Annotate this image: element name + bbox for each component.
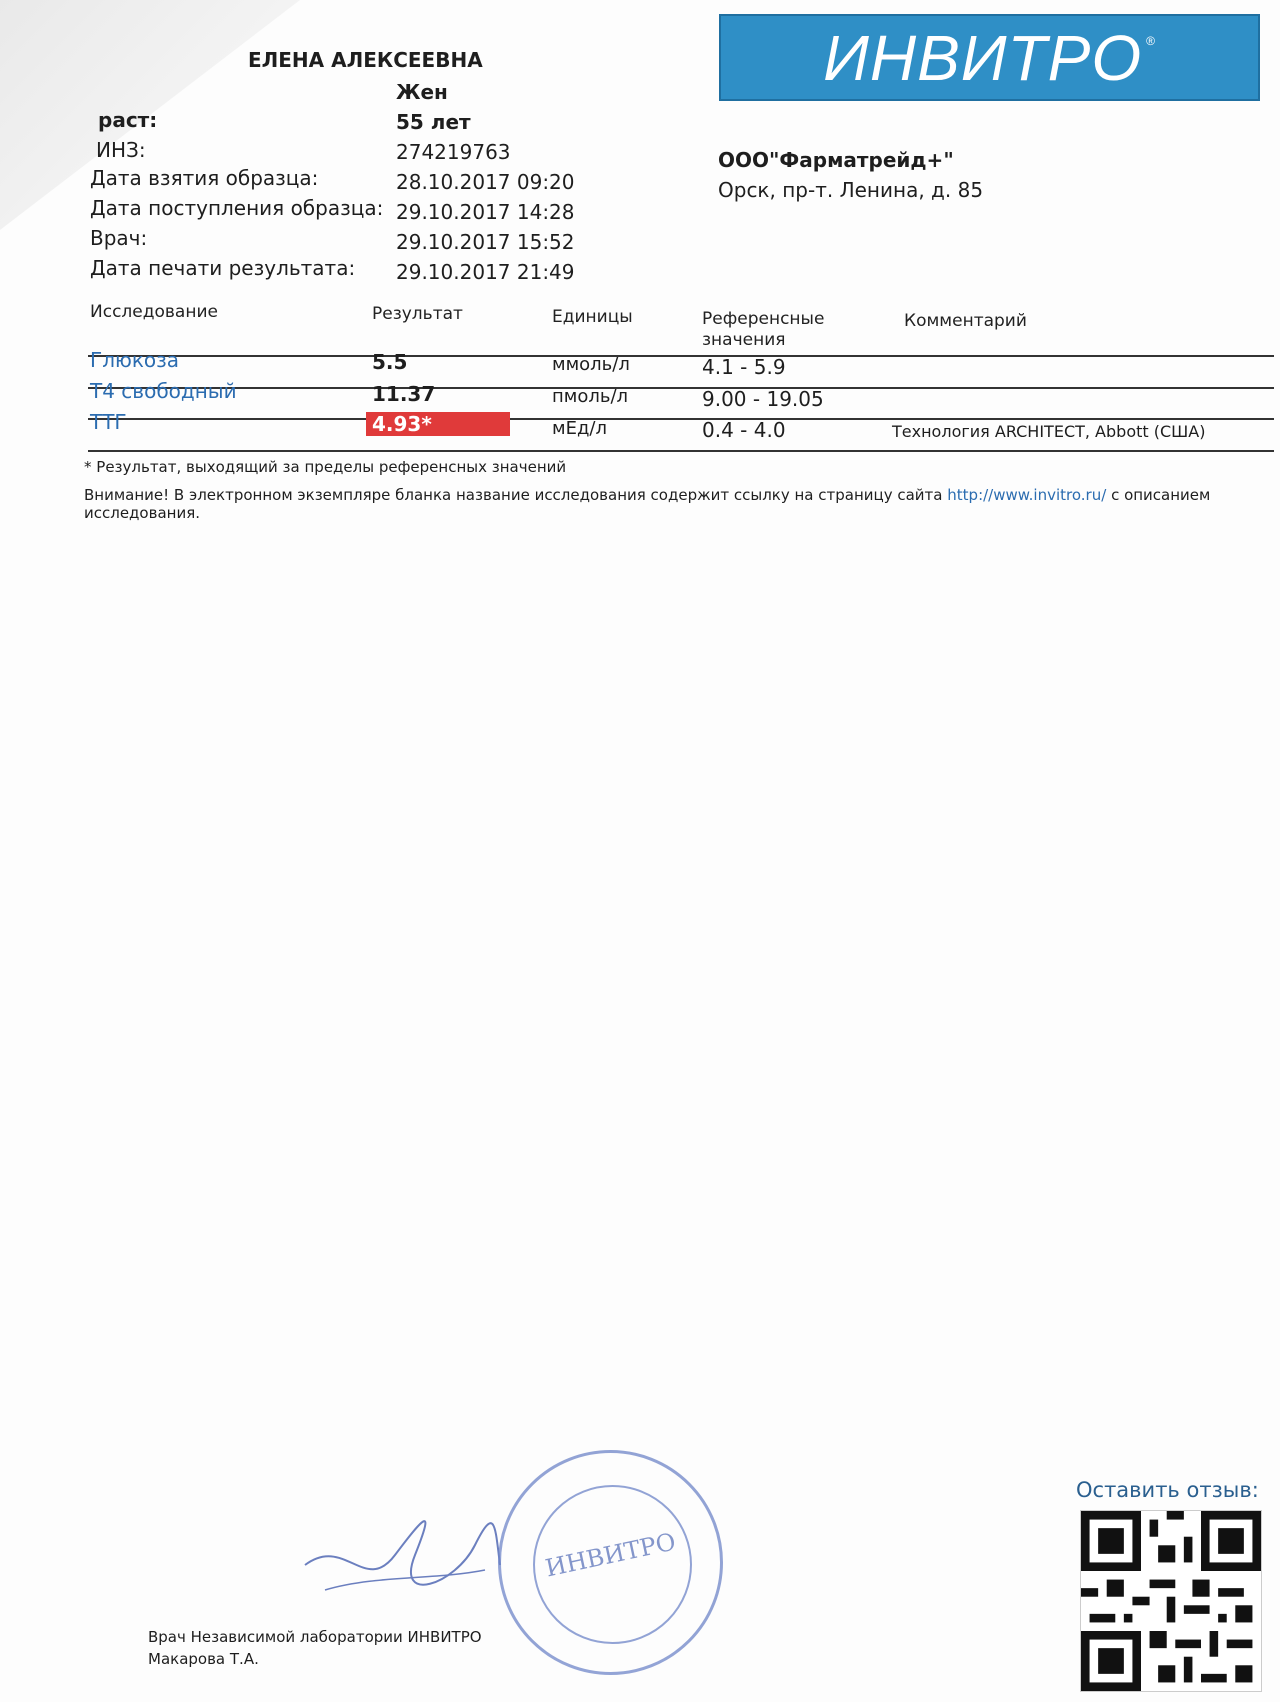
invitro-logo [719,14,1260,101]
age-label: раст: [98,108,158,132]
row-tsh-test[interactable]: ТТГ [90,410,127,434]
row-tsh-units: мЕд/л [552,418,607,439]
footer-doctor-line2: Макарова Т.А. [148,1650,259,1668]
invitro-link[interactable]: http://www.invitro.ru/ [947,486,1107,504]
clinic-name: ООО"Фарматрейд+" [718,148,954,172]
header-units: Единицы [552,307,633,327]
table-rule-2 [88,418,1274,420]
row-glucose-test[interactable]: Глюкоза [90,348,180,372]
footer-doctor-line1: Врач Независимой лаборатории ИНВИТРО [148,1628,482,1646]
signature [285,1495,515,1615]
row-t4-reference: 9.00 - 19.05 [702,387,824,411]
doctor-value: 29.10.2017 15:52 [396,230,575,254]
header-reference-line1: Референсные [702,309,825,329]
row-tsh-result-flagged: 4.93* [366,412,510,436]
header-test: Исследование [90,302,218,322]
sample-taken-value: 28.10.2017 09:20 [396,170,575,194]
print-date-label: Дата печати результата: [90,256,356,280]
table-rule-3 [88,450,1274,452]
feedback-label: Оставить отзыв: [1076,1478,1259,1502]
attention-note-line2: исследования. [84,504,200,522]
age-value: 55 лет [396,110,471,134]
sample-received-value: 29.10.2017 14:28 [396,200,575,224]
row-t4-test[interactable]: Т4 свободный [90,379,237,403]
header-result: Результат [372,304,463,324]
print-date-value: 29.10.2017 21:49 [396,260,575,284]
logo-registered-mark: ® [1146,34,1156,48]
patient-name: ЕЛЕНА АЛЕКСЕЕВНА [248,48,483,72]
row-glucose-reference: 4.1 - 5.9 [702,355,786,379]
logo-text: ИНВИТРО [823,21,1143,94]
header-reference-line2: значения [702,330,786,350]
inz-value: 274219763 [396,140,511,164]
row-t4-result: 11.37 [372,382,436,406]
row-tsh-comment: Технология ARCHITECT, Abbott (США) [892,422,1206,441]
table-rule-1 [88,387,1274,389]
attention-note [84,486,1210,504]
feedback-qr-code[interactable] [1080,1510,1262,1692]
row-glucose-units: ммоль/л [552,354,630,375]
table-rule-header [88,355,1274,357]
row-glucose-result: 5.5 [372,350,408,374]
header-comment: Комментарий [904,311,1027,331]
inz-label: ИНЗ: [96,138,146,162]
footnote: * Результат, выходящий за пределы референсных значений [84,458,567,476]
clinic-address: Орск, пр-т. Ленина, д. 85 [718,178,984,202]
doctor-label: Врач: [90,226,148,250]
sample-taken-label: Дата взятия образца: [90,166,319,190]
sample-received-label: Дата поступления образца: [90,196,384,220]
qr-code-icon [1081,1511,1261,1691]
patient-sex: Жен [396,80,448,104]
attention-text-end: с описанием [1111,486,1211,504]
row-tsh-reference: 0.4 - 4.0 [702,418,786,442]
attention-text: Внимание! В электронном экземпляре бланка название исследования содержит ссылку на страницу сайта [84,486,943,504]
stamp-text: ИНВИТРО [542,1527,679,1583]
lab-stamp [498,1450,723,1675]
row-t4-units: пмоль/л [552,386,629,407]
